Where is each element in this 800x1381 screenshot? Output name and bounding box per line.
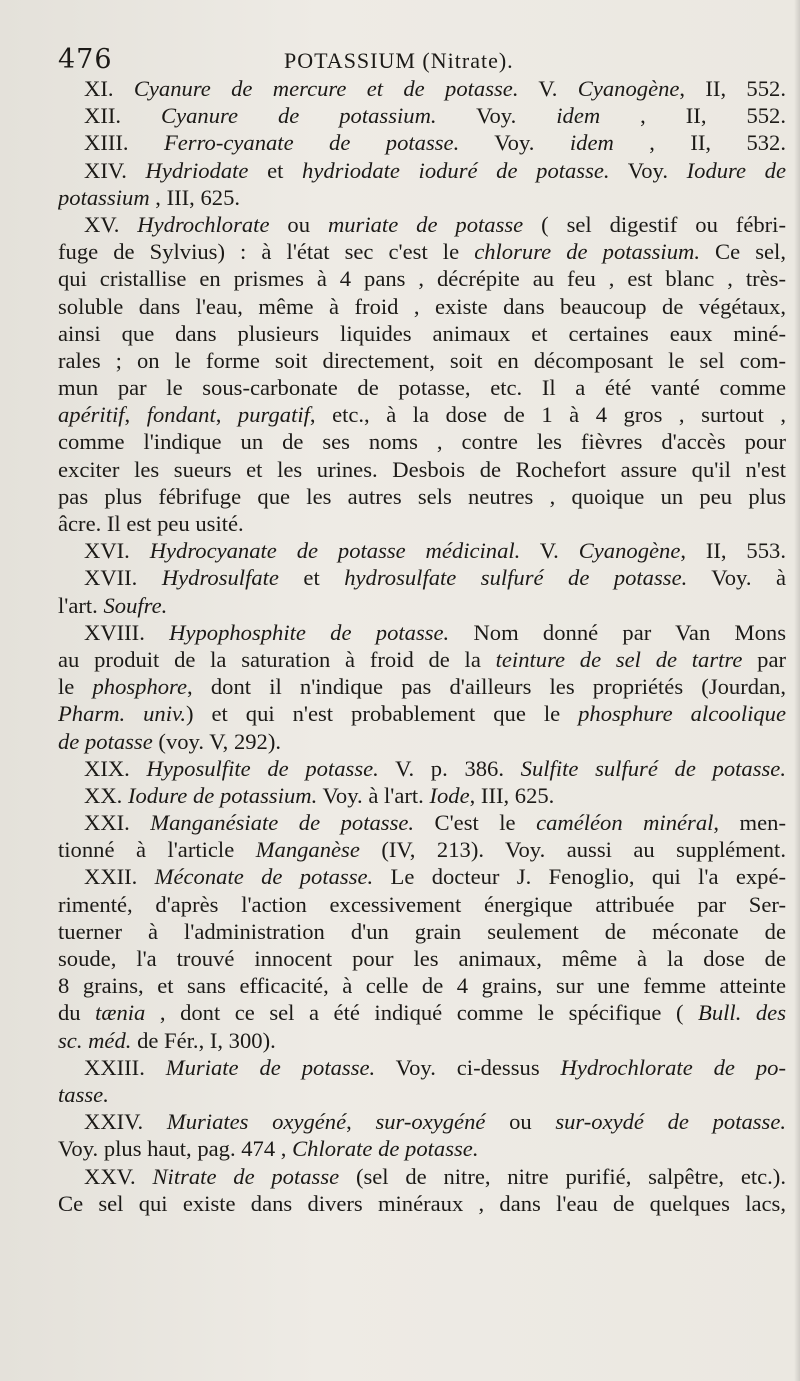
text-line [58,999,786,1026]
text-run: , dont ce sel a été indiqué comme le spécifique ( [145,1000,699,1026]
text-line [58,102,786,129]
text-run: Voy. [609,157,687,183]
text-line [58,945,786,972]
italic-run: idem [556,103,601,129]
text-line [58,320,786,347]
text-line [58,809,786,836]
text-run: (voy. V, 292). [152,728,282,754]
text-line [58,510,786,537]
italic-run: Hypophosphite de potasse. [169,619,450,645]
italic-run: Bull. des [698,1000,786,1026]
page-header [58,40,778,76]
text-run: et [248,157,303,183]
italic-run: Sulfite sulfuré de potasse. [520,755,786,781]
text-run: âcre. Il est peu usité. [58,511,244,536]
text-run: V. [518,76,578,101]
text-line [58,891,786,918]
text-line [58,918,786,945]
text-run: XXV. [84,1163,153,1189]
text-line [58,782,786,809]
text-run: comme l'indique un de ses noms , contre les fièvres d'accès pour [58,429,786,455]
text-run: Voy. à [687,565,786,591]
text-run: , II, 552. [679,76,786,101]
text-run: V. p. 386. [378,755,521,781]
italic-run: sur-oxygéné [375,1109,486,1135]
text-line [58,456,786,483]
italic-run: Chlorate de potasse. [292,1136,479,1162]
italic-run: hydriodate ioduré de potasse. [302,157,610,183]
text-line [58,347,786,374]
text-run: V. [520,538,579,564]
text-line [58,972,786,999]
italic-run: Hydrochlorate [137,211,270,237]
text-run: Ce sel qui existe dans divers minéraux , dans l'eau de quelques lacs, [58,1190,786,1216]
text-run: fuge de Sylvius) : à l'état sec c'est le [58,239,475,265]
text-line [58,646,786,673]
text-run: mun par le sous-carbonate de potasse, etc. Il a été vanté comme [58,375,786,401]
italic-run: idem [569,130,614,156]
text-line [58,129,786,156]
page-number: 476 [58,44,113,75]
text-run: XIV. [84,157,146,183]
italic-run: caméléon minéral [536,810,714,836]
text-line [58,863,786,890]
text-line [58,483,786,510]
text-line [58,1108,786,1135]
italic-run: sur-oxydé de potasse. [555,1109,786,1135]
text-line [58,401,786,428]
text-run: (IV, 213). Voy. aussi au supplément. [359,837,786,863]
italic-run: Hydriodate [145,157,249,183]
text-line [58,1163,786,1190]
text-run: soluble dans l'eau, même à froid , existe dans beaucoup de végétaux, [58,293,786,319]
text-run: XXI. [84,810,151,836]
italic-run: Nitrate de potasse [152,1163,340,1189]
text-run: tuerner à l'administration d'un grain seulement de méconate de [58,918,786,944]
text-run: (sel de nitre, nitre purifié, salpêtre, etc.). [339,1163,786,1189]
text-line [58,428,786,455]
text-run: ) et qui n'est probablement que le [186,701,579,727]
text-line [58,374,786,401]
text-run: XI. [84,76,134,101]
text-run: 8 grains, et sans efficacité, à celle de 4 grains, sur une femme atteinte [58,973,786,999]
text-line [58,211,786,238]
italic-run: phosphore [92,674,188,700]
text-run: XVII. [84,565,162,591]
text-run: , II, 552. [600,103,786,129]
italic-run: de potasse [58,728,153,754]
italic-run: fondant [146,402,216,428]
text-run: , III, 625. [469,782,555,808]
text-run: par [742,646,786,672]
italic-run: Muriate de potasse. [165,1054,376,1080]
text-line [58,537,786,564]
text-run: XXIV. [84,1109,167,1135]
italic-run: Iodure de potassium. [127,782,318,808]
italic-run: Manganèse [255,837,360,863]
text-run: de Fér., I, 300). [131,1027,276,1053]
text-run: C'est le [414,810,537,836]
text-line [58,1054,786,1081]
italic-run: Hydrocyanate de potasse médicinal. [149,538,521,564]
italic-run: purgatif [237,402,310,428]
italic-run: Hydrochlorate de po- [560,1054,786,1080]
text-run: tionné à l'article [58,837,256,863]
text-run: Ce sel, [699,239,786,265]
text-run: Voy. [459,130,570,156]
text-run: , dont il n'indique pas d'ailleurs les propriétés (Jourdan, [187,674,786,700]
text-run: Voy. [436,103,557,129]
italic-run: tasse. [58,1081,109,1107]
text-run: , etc., à la dose de 1 à 4 gros , surtout , [309,402,786,428]
text-run: rales ; on le forme soit directement, soit en décomposant le sel com- [58,347,786,373]
text-run: , III, 625. [149,184,241,210]
text-run: XIX. [84,755,147,781]
text-run: XVI. [84,538,150,564]
text-run: Voy. à l'art. [317,782,430,808]
text-run: , II, 553. [680,538,786,564]
body-text [58,75,786,1217]
page-edge-shadow [794,0,800,1381]
text-line [58,157,786,184]
italic-run: Iodure de [686,157,786,183]
text-line [58,728,786,755]
text-run: , men- [713,810,786,836]
italic-run: Soufre. [103,592,168,618]
text-run: Nom donné par Van Mons [449,619,786,645]
italic-run: Cyanure de potassium. [161,103,437,129]
text-line [58,673,786,700]
text-run: , II, 532. [613,130,786,156]
text-run: au produit de la saturation à froid de la [58,646,496,672]
running-head: POTASSIUM (Nitrate). [284,48,514,73]
text-run: l'art. [58,592,104,618]
text-line [58,1190,786,1217]
text-run: Voy. plus haut, pag. 474 , [58,1136,293,1162]
text-run: rimenté, d'après l'action excessivement énergique attribuée par Ser- [58,891,786,917]
text-run: Voy. ci-dessus [375,1054,561,1080]
text-line [58,1027,786,1054]
italic-run: teinture de sel de tartre [495,646,743,672]
text-line [58,700,786,727]
italic-run: Méconate de potasse. [154,864,374,890]
text-run: le [58,674,93,700]
italic-run: Cyanogène [578,538,681,564]
italic-run: Muriates oxygéné [166,1109,347,1135]
italic-run: sc. méd. [58,1027,132,1053]
text-run: XV. [84,211,138,237]
italic-run: muriate de potasse [327,211,524,237]
text-run: ou [269,211,328,237]
text-line [58,564,786,591]
italic-run: Hyposulfite de potasse. [146,755,379,781]
text-line [58,755,786,782]
text-run: , [215,402,238,428]
text-run: ( sel digestif ou fébri- [523,211,786,237]
text-run: XVIII. [84,619,170,645]
italic-run: Ferro-cyanate de potasse. [163,130,460,156]
text-line [58,238,786,265]
italic-run: chlorure de potassium. [474,239,700,265]
text-line [58,1135,786,1162]
text-run: exciter les sueurs et les urines. Desbois de Rochefort assure qu'il n'est [58,456,786,482]
italic-run: Cyanure de mercure et de potasse. [133,76,519,101]
text-run: soude, l'a trouvé innocent pour les animaux, même à la dose de [58,946,786,971]
italic-run: Hydrosulfate [161,565,279,591]
text-line [58,184,786,211]
text-run: qui cristallise en prismes à 4 pans , décrépite au feu , est blanc , très- [58,266,786,292]
text-line [58,1081,786,1108]
text-run: du [58,1000,96,1026]
text-line [58,293,786,320]
italic-run: tænia [95,1000,146,1026]
text-run: , [346,1109,376,1135]
text-line [58,75,786,102]
text-run: ou [485,1109,556,1135]
text-line [58,592,786,619]
italic-run: hydrosulfate sulfuré de potasse. [344,565,688,591]
italic-run: Manganésiate de potasse. [150,810,415,836]
text-run: XIII. [84,130,164,156]
text-run: , [124,402,147,428]
text-run: XX. [84,782,128,808]
text-line [58,265,786,292]
text-run: et [278,565,345,591]
italic-run: apéritif [58,402,125,428]
text-run: XXII. [84,864,155,890]
text-run: ainsi que dans plusieurs liquides animaux et certaines eaux miné- [58,320,786,346]
text-line [58,836,786,863]
text-run: XXIII. [84,1054,166,1080]
text-run: Le docteur J. Fenoglio, qui l'a expé- [373,864,786,890]
italic-run: Pharm. univ. [58,701,186,727]
text-run: pas plus fébrifuge que les autres sels neutres , quoique un peu plus [58,483,786,509]
text-run: XII. [84,103,161,129]
italic-run: potassium [58,184,150,210]
italic-run: Cyanogène [577,76,680,101]
italic-run: Iode [429,782,470,808]
italic-run: phosphure alcoolique [578,701,786,727]
text-line [58,619,786,646]
